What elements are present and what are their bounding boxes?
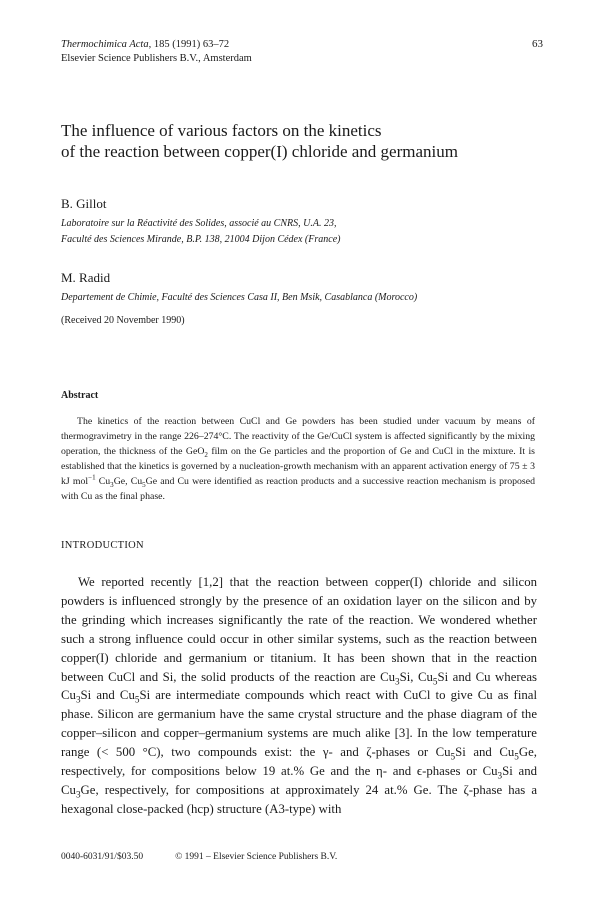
introduction-heading: INTRODUCTION (61, 540, 144, 551)
journal-citation: 185 (1991) 63–72 (151, 39, 230, 50)
title-line-1: The influence of various factors on the kinetics (61, 121, 382, 140)
abstract-text: The kinetics of the reaction between CuCl and Ge powders has been studied under vacuum by means of thermogravimetry in the range 226–274°C. The reactivity of the Ge/CuCl system is affected significantly by the mixing operation, the thickness of the GeO$_2$ film on the Ge particles and the proportion of Ge and CuCl in the mixture. It is established that the kinetics is governed by a nucleation-growth mechanism with an apparent activation energy of 75 ± 3 kJ mol$^{-1}$ $Cu_3Ge$, $Cu_5Ge$ and Cu were identified as reaction products and a successive reaction mechanism is proposed with Cu as the final phase. (61, 416, 535, 502)
journal-header (61, 38, 252, 66)
author-name-2: M. Radid (61, 270, 111, 285)
affiliation-2-line-1: Departement de Chimie, Faculté des Sciences Casa II, Ben Msik, Casablanca (Morocco) (61, 292, 418, 303)
affiliation-1-line-1: Laboratoire sur la Réactivité des Solides, associé au CNRS, U.A. 23, (61, 218, 337, 229)
page-footer (61, 852, 369, 862)
received-date: (Received 20 November 1990) (61, 315, 185, 326)
abstract-heading: Abstract (61, 390, 99, 401)
page-number: 63 (532, 38, 543, 50)
issn-code: 0040-6031/91/$03.50 (61, 852, 144, 862)
introduction-text: We reported recently [1,2] that the reaction between copper(I) chloride and silicon powders is influenced strongly by the presence of an oxidation layer on the silicon and by the grinding which increases significantly the rate of the reaction. We wondered whether such a strong influence could occur in other similar systems, such as the reaction between copper(I) chloride and germanium or titanium. It has been shown that in the reaction between CuCl and Si, the solid products of the reaction are $Cu_3Si$, $Cu_5Si$ and Cu whereas $Cu_3Si$ and $Cu_5Si$ are intermediate compounds which react with CuCl to give Cu as final phase. Silicon are germanium have the same crystal structure and the phase diagram of the copper–silicon and copper–germanium systems are much alike [3]. In the low temperature range (< 500 °C), two compounds exist: the γ- and ζ-phases or $Cu_5Si$ and $Cu_5Ge$, respectively, for compositions below 19 at.% Ge and the η- and ϵ-phases or $Cu_3Si$ and $Cu_3Ge$, respectively, for compositions at approximately 24 at.% Ge. The ζ-phase has a hexagonal close-packed (hcp) structure (A3-type) with (61, 575, 538, 816)
title-line-2: of the reaction between copper(I) chloride and germanium (61, 142, 458, 161)
author-affiliation-1 (61, 216, 551, 248)
publisher-line: Elsevier Science Publishers B.V., Amsterdam (61, 53, 252, 64)
paper-title (61, 120, 561, 162)
affiliation-1-line-2: Faculté des Sciences Mirande, B.P. 138, 21004 Dijon Cédex (France) (61, 234, 341, 245)
author-name-1: B. Gillot (61, 196, 107, 211)
copyright-notice: © 1991 – Elsevier Science Publishers B.V. (175, 852, 338, 862)
author-affiliation-2 (61, 290, 551, 306)
journal-name: Thermochimica Acta, (61, 39, 152, 50)
